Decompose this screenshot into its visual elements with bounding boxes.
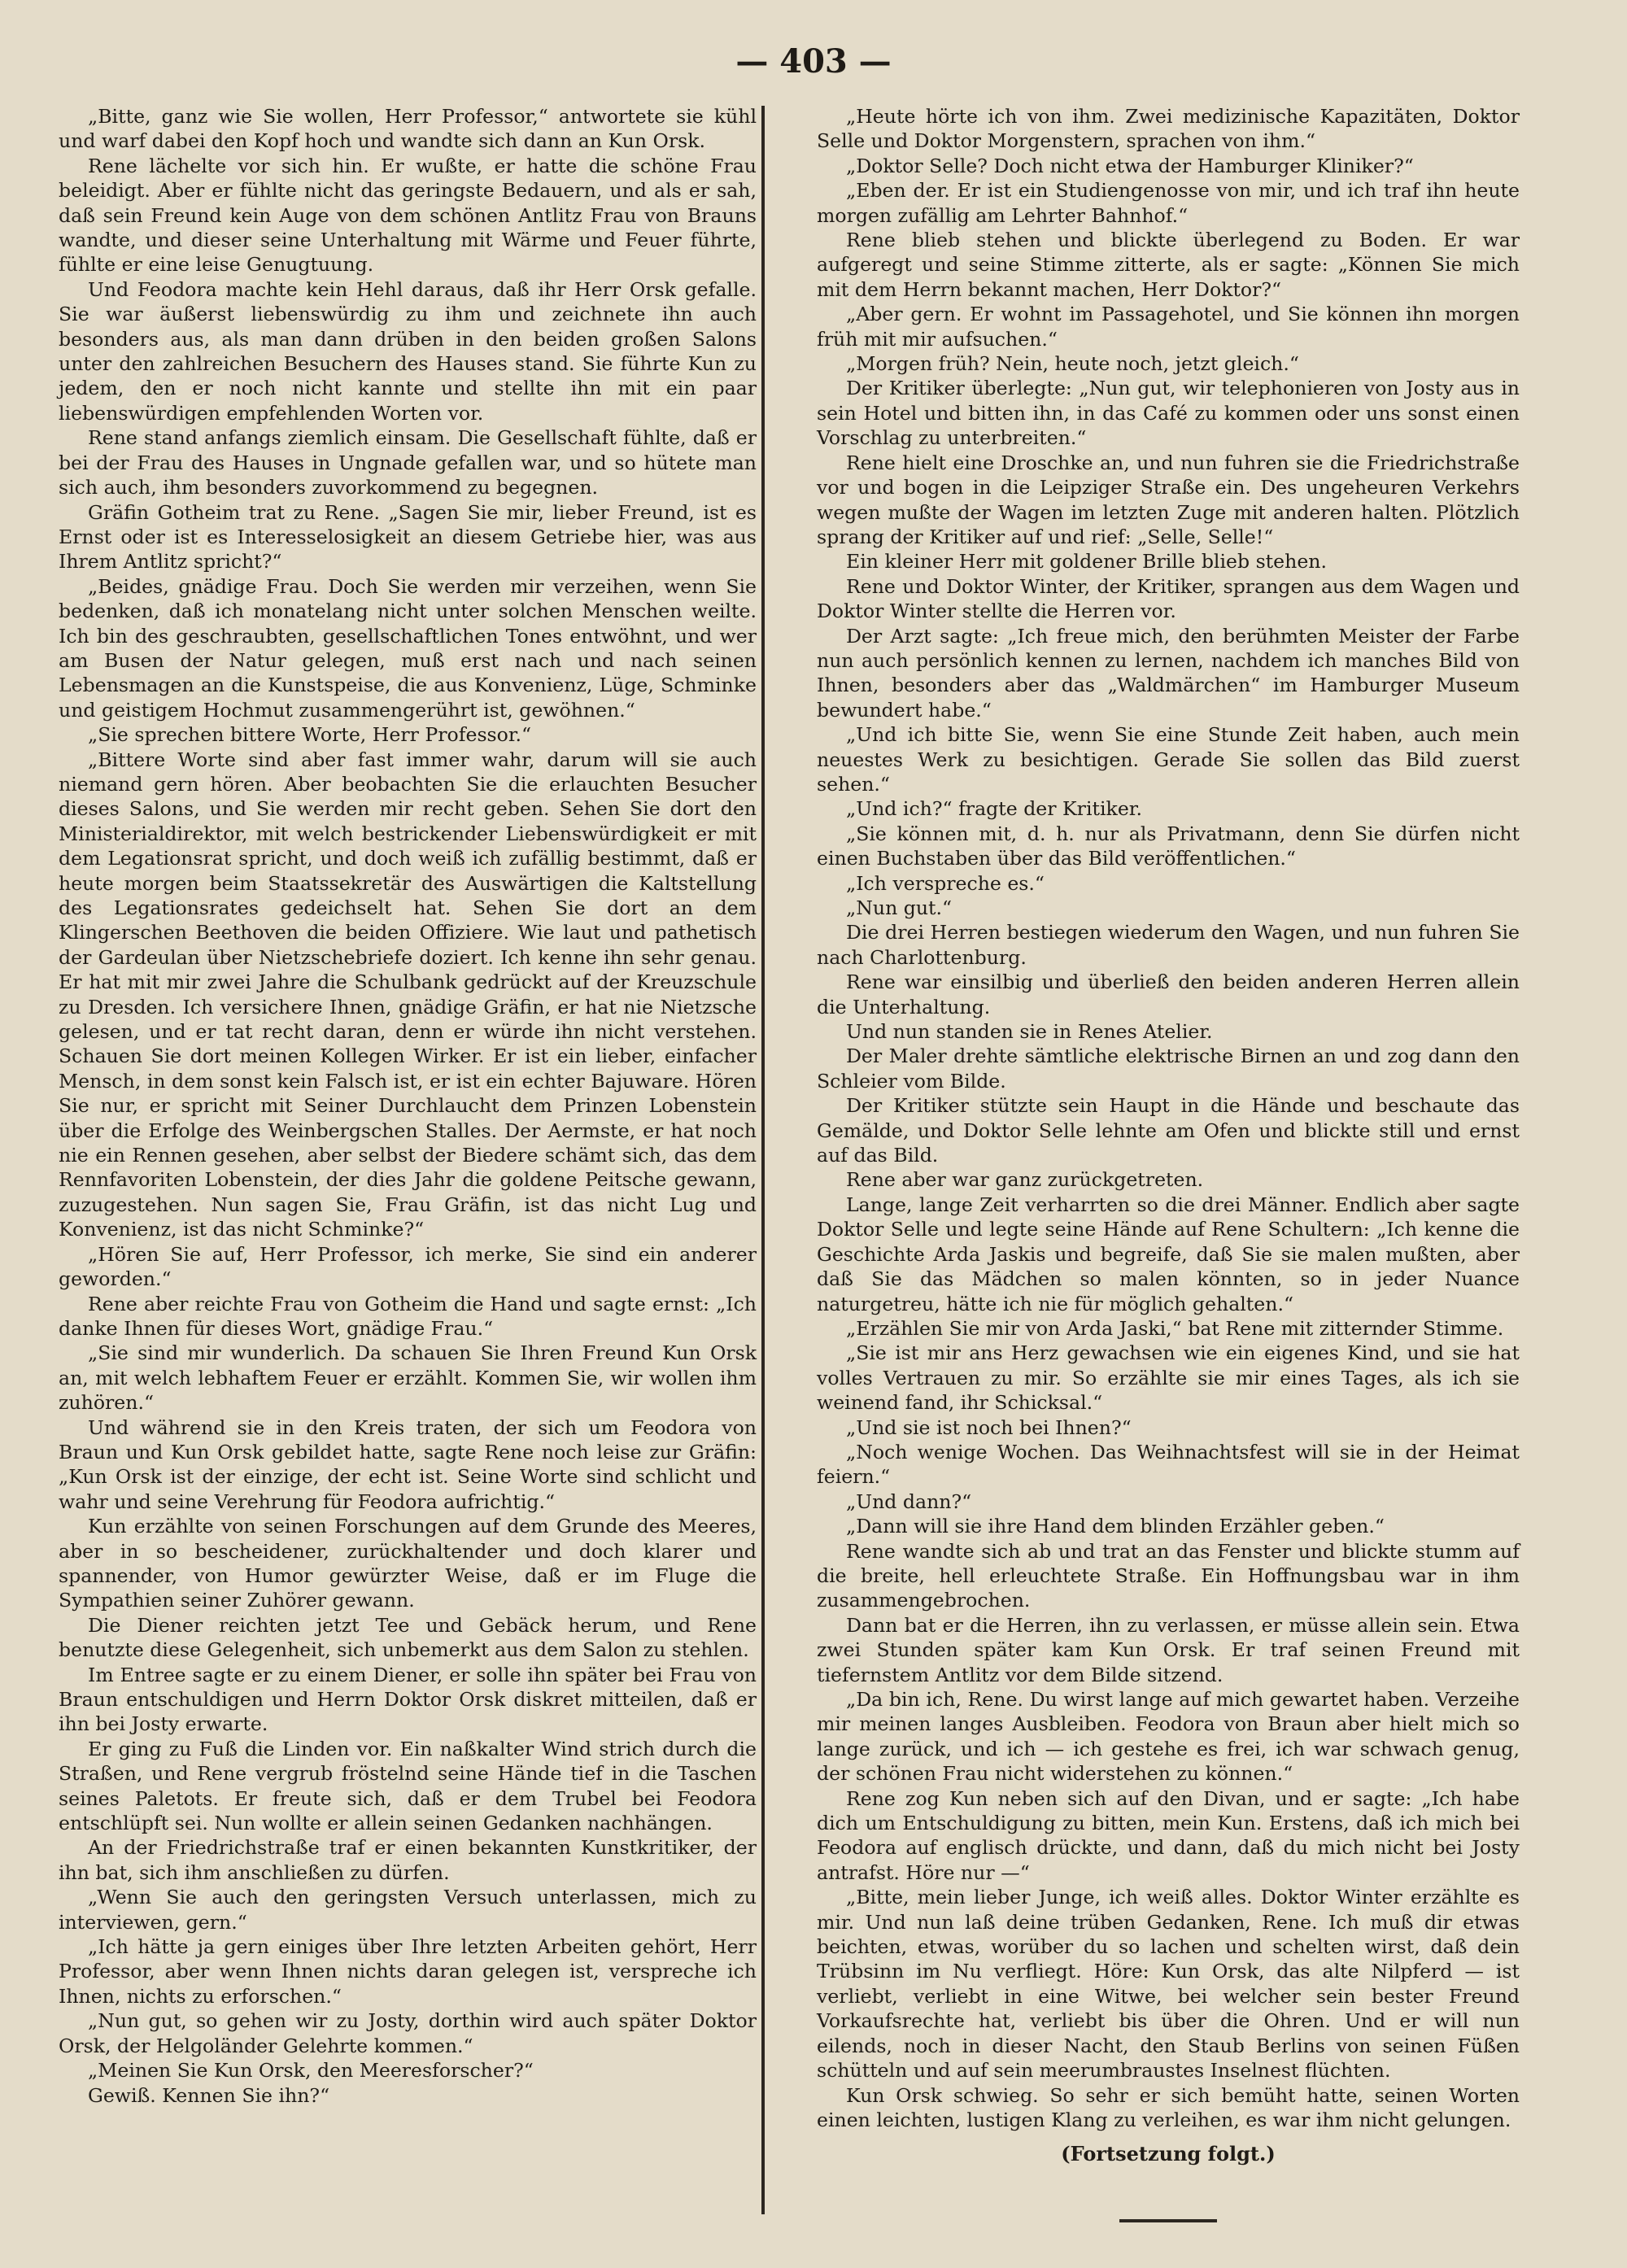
page-number: — 403 —	[735, 42, 892, 81]
paragraph: „Bitte, ganz wie Sie wollen, Herr Professor,“ antwortete sie kühl und warf dabei den Kopf hoch und wandte sich dann an Kun Orsk.	[59, 105, 757, 153]
paragraph: Kun erzählte von seinen Forschungen auf dem Grunde des Meeres, aber in so bescheidener, zurückhaltender und doch klarer und spannender, von Humor gewürzter Weise, daß er im Fluge die Sympathien seiner Zuhörer gewann.	[59, 1515, 757, 1612]
paragraph: Dann bat er die Herren, ihn zu verlassen, er müsse allein sein. Etwa zwei Stunden später kam Kun Orsk. Er traf seinen Freund mit tiefernstem Antlitz vor dem Bilde sitzend.	[817, 1613, 1520, 1686]
paragraph: „Sie sind mir wunderlich. Da schauen Sie Ihren Freund Kun Orsk an, mit welch lebhaftem Feuer er erzählt. Kommen Sie, wir wollen ihm zuhören.“	[59, 1341, 757, 1415]
paragraph: Und Feodora machte kein Hehl daraus, daß ihr Herr Orsk gefalle. Sie war äußerst liebenswürdig zu ihm und zeichnete ihn auch besonders aus, als man dann drüben in den beiden großen Salons unter den zahlreichen Besuchern des Hauses stand. Sie führte Kun zu jedem, den er noch nicht kannte und stellte ihn mit ein paar liebenswürdigen empfehlenden Worten vor.	[59, 277, 757, 425]
paragraph: Der Maler drehte sämtliche elektrische Birnen an und zog dann den Schleier vom Bilde.	[817, 1045, 1520, 1093]
paragraph: „Und ich bitte Sie, wenn Sie eine Stunde Zeit haben, auch mein neuestes Werk zu besichtigen. Gerade Sie sollen das Bild zuerst sehen.“	[817, 723, 1520, 796]
paragraph: Rene hielt eine Droschke an, und nun fuhren sie die Friedrichstraße vor und bogen in die Leipziger Straße ein. Des ungeheuren Verkehrs wegen mußte der Wagen im letzten Zuge mit anderen halten. Plötzlich sprang der Kritiker auf und rief: „Selle, Selle!“	[817, 451, 1520, 548]
paragraph: Rene zog Kun neben sich auf den Divan, und er sagte: „Ich habe dich um Entschuldigung zu bitten, mein Kun. Erstens, daß ich mich bei Feodora auf englisch drückte, und dann, daß du mich nicht bei Josty antrafst. Höre nur —“	[817, 1786, 1520, 1884]
right-column	[817, 104, 1520, 2222]
paragraph: „Dann will sie ihre Hand dem blinden Erzähler geben.“	[846, 1515, 1385, 1538]
paragraph: „Bittere Worte sind aber fast immer wahr, darum will sie auch niemand gern hören. Aber beobachten Sie die erlauchten Besucher dieses Salons, und Sie werden mir recht geben. Sehen Sie dort den Ministerialdirektor, mit welch bestrickender Liebenswürdigkeit er mit dem Legationsrat spricht, und doch weiß ich zufällig bestimmt, daß er heute morgen beim Staatssekretär des Auswärtigen die Kaltstellung des Legationsrates gedeichselt hat. Sehen Sie dort an dem Klingerschen Beethoven die beiden Offiziere. Wie laut und pathetisch der Gardeulan über Nietzschebriefe doziert. Ich kenne ihn sehr genau. Er hat mit mir zwei Jahre die Schulbank gedrückt auf der Kreuzschule zu Dresden. Ich versichere Ihnen, gnädige Gräfin, er hat nie Nietzsche gelesen, und er tat recht daran, denn er würde ihn nicht verstehen. Schauen Sie dort meinen Kollegen Wirker. Er ist ein lieber, einfacher Mensch, in dem sonst kein Falsch ist, er ist ein echter Bajuware. Hören Sie nur, er spricht mit Seiner Durchlaucht dem Prinzen Lobenstein über die Erfolge des Weinbergschen Stalles. Der Aermste, er hat noch nie ein Rennen gesehen, aber selbst der Biedere schämt sich, das dem Rennfavoriten Lobenstein, der dies Jahr die goldene Peitsche gewann, zuzugestehen. Nun sagen Sie, Frau Gräfin, ist das nicht Lug und Konvenienz, ist das nicht Schminke?“	[59, 748, 757, 1241]
paragraph: „Und ich?“ fragte der Kritiker.	[846, 797, 1142, 821]
paragraph: Rene aber war ganz zurückgetreten.	[846, 1168, 1204, 1192]
column-divider	[761, 106, 765, 2214]
paragraph: „Meinen Sie Kun Orsk, den Meeresforscher?“	[88, 2059, 534, 2083]
paragraph: Rene war einsilbig und überließ den beiden anderen Herren allein die Unterhaltung.	[817, 970, 1520, 1018]
paragraph: „Nun gut, so gehen wir zu Josty, dorthin wird auch später Doktor Orsk, der Helgoländer Gelehrte kommen.“	[59, 2009, 757, 2057]
paragraph: Der Kritiker stützte sein Haupt in die Hände und beschaute das Gemälde, und Doktor Selle lehnte am Ofen und blickte still und ernst auf das Bild.	[817, 1094, 1520, 1167]
paragraph: Die Diener reichten jetzt Tee und Gebäck herum, und Rene benutzte diese Gelegenheit, sich unbemerkt aus dem Salon zu stehlen.	[59, 1613, 757, 1662]
paragraph: Die drei Herren bestiegen wiederum den Wagen, und nun fuhren Sie nach Charlottenburg.	[817, 921, 1520, 969]
paragraph: „Beides, gnädige Frau. Doch Sie werden mir verzeihen, wenn Sie bedenken, daß ich monatelang nicht unter solchen Menschen weilte. Ich bin des geschraubten, gesellschaftlichen Tones entwöhnt, und wer am Busen der Natur gelegen, muß erst nach und nach seinen Lebensmagen an die Kunstspeise, die aus Konvenienz, Lüge, Schminke und geistigem Hochmut zusammengerührt ist, gewöhnen.“	[59, 574, 757, 722]
paragraph: Rene lächelte vor sich hin. Er wußte, er hatte die schöne Frau beleidigt. Aber er fühlte nicht das geringste Bedauern, und als er sah, daß sein Freund kein Auge von dem schönen Antlitz Frau von Brauns wandte, und dieser seine Unterhaltung mit Wärme und Feuer führte, fühlte er eine leise Genugtuung.	[59, 154, 757, 277]
paragraph: „Erzählen Sie mir von Arda Jaski,“ bat Rene mit zitternder Stimme.	[846, 1316, 1504, 1340]
paragraph: „Da bin ich, Rene. Du wirst lange auf mich gewartet haben. Verzeihe mir meinen langes Ausbleiben. Feodora von Braun aber hielt mich so lange zurück, und ich — ich gestehe es frei, ich war schwach genug, der schönen Frau nicht widerstehen zu können.“	[817, 1688, 1520, 1786]
paragraph: „Heute hörte ich von ihm. Zwei medizinische Kapazitäten, Doktor Selle und Doktor Morgenstern, sprachen von ihm.“	[817, 105, 1520, 153]
paragraph: Lange, lange Zeit verharrten so die drei Männer. Endlich aber sagte Doktor Selle und legte seine Hände auf Rene Schultern: „Ich kenne die Geschichte Arda Jaskis und begreife, daß Sie sie malen mußten, aber daß Sie das Mädchen so malen könnten, so in jeder Nuance naturgetreu, hätte ich nie für möglich gehalten.“	[817, 1193, 1520, 1315]
paragraph: „Eben der. Er ist ein Studiengenosse von mir, und ich traf ihn heute morgen zufällig am Lehrter Bahnhof.“	[817, 179, 1520, 227]
continuation-note: (Fortsetzung folgt.)	[1061, 2142, 1276, 2166]
paragraph: „Doktor Selle? Doch nicht etwa der Hamburger Kliniker?“	[846, 154, 1414, 177]
left-column	[59, 104, 757, 2108]
paragraph: „Ich verspreche es.“	[846, 871, 1045, 895]
paragraph: Und während sie in den Kreis traten, der sich um Feodora von Braun und Kun Orsk gebildet hatte, sagte Rene noch leise zur Gräfin: „Kun Orsk ist der einzige, der echt ist. Seine Worte sind schlicht und wahr und seine Verehrung für Feodora aufrichtig.“	[59, 1415, 757, 1513]
paragraph: „Sie ist mir ans Herz gewachsen wie ein eigenes Kind, und sie hat volles Vertrauen zu mir. So erzählte sie mir eines Tages, als ich sie weinend fand, ihr Schicksal.“	[817, 1341, 1520, 1415]
paragraph: An der Friedrichstraße traf er einen bekannten Kunstkritiker, der ihn bat, sich ihm anschließen zu dürfen.	[59, 1836, 757, 1884]
paragraph: Und nun standen sie in Renes Atelier.	[846, 1020, 1213, 1044]
paragraph: „Und dann?“	[846, 1489, 972, 1513]
paragraph: Der Arzt sagte: „Ich freue mich, den berühmten Meister der Farbe nun auch persönlich kennen zu lernen, nachdem ich manches Bild von Ihnen, besonders aber das „Waldmärchen“ im Hamburger Museum bewundert habe.“	[817, 624, 1520, 722]
paragraph: Im Entree sagte er zu einem Diener, er solle ihn später bei Frau von Braun entschuldigen und Herrn Doktor Orsk diskret mitteilen, daß er ihn bei Josty erwarte.	[59, 1663, 757, 1736]
paragraph: Gräfin Gotheim trat zu Rene. „Sagen Sie mir, lieber Freund, ist es Ernst oder ist es Interesselosigkeit an diesem Getriebe hier, was aus Ihrem Antlitz spricht?“	[59, 500, 757, 574]
paragraph: Der Kritiker überlegte: „Nun gut, wir telephonieren von Josty aus in sein Hotel und bitten ihn, in das Café zu kommen oder uns sonst einen Vorschlag zu unterbreiten.“	[817, 377, 1520, 450]
paragraph: „Sie können mit, d. h. nur als Privatmann, denn Sie dürfen nicht einen Buchstaben über das Bild veröffentlichen.“	[817, 822, 1520, 870]
paragraph: Rene und Doktor Winter, der Kritiker, sprangen aus dem Wagen und Doktor Winter stellte die Herren vor.	[817, 574, 1520, 623]
paragraph: „Und sie ist noch bei Ihnen?“	[846, 1415, 1132, 1439]
paragraph: „Aber gern. Er wohnt im Passagehotel, und Sie können ihn morgen früh mit mir aufsuchen.“	[817, 303, 1520, 351]
paragraph: „Ich hätte ja gern einiges über Ihre letzten Arbeiten gehört, Herr Professor, aber wenn Ihnen nichts daran gelegen ist, verspreche ich Ihnen, nichts zu erforschen.“	[59, 1935, 757, 2008]
paragraph: Rene blieb stehen und blickte überlegend zu Boden. Er war aufgeregt und seine Stimme zitterte, als er sagte: „Können Sie mich mit dem Herrn bekannt machen, Herr Doktor?“	[817, 229, 1520, 301]
paragraph: Rene stand anfangs ziemlich einsam. Die Gesellschaft fühlte, daß er bei der Frau des Hauses in Ungnade gefallen war, und so hütete man sich auch, ihm besonders zuvorkommend zu begegnen.	[59, 426, 757, 499]
paragraph: „Bitte, mein lieber Junge, ich weiß alles. Doktor Winter erzählte es mir. Und nun laß deine trüben Gedanken, Rene. Ich muß dir etwas beichten, etwas, worüber du so lachen und schelten wirst, daß dein Trübsinn im Nu verfliegt. Höre: Kun Orsk, das alte Nilpferd — ist verliebt, verliebt in eine Witwe, bei welcher sein bester Freund Vorkaufsrechte hat, verliebt bis über die Ohren. Und er will nun eilends, noch in dieser Nacht, den Staub Berlins von seinen Füßen schütteln und auf sein meerumbraustes Inselnest flüchten.	[817, 1886, 1520, 2083]
paragraph: Gewiß. Kennen Sie ihn?“	[88, 2083, 330, 2107]
paragraph: „Hören Sie auf, Herr Professor, ich merke, Sie sind ein anderer geworden.“	[59, 1242, 757, 1291]
paragraph: „Sie sprechen bittere Worte, Herr Professor.“	[88, 723, 532, 747]
end-rule	[1119, 2219, 1217, 2222]
paragraph: „Noch wenige Wochen. Das Weihnachtsfest will sie in der Heimat feiern.“	[817, 1440, 1520, 1489]
paragraph: Kun Orsk schwieg. So sehr er sich bemüht hatte, seinen Worten einen leichten, lustigen Klang zu verleihen, es war ihm nicht gelungen.	[817, 2083, 1520, 2131]
paragraph: „Wenn Sie auch den geringsten Versuch unterlassen, mich zu interviewen, gern.“	[59, 1886, 757, 1934]
paragraph: Ein kleiner Herr mit goldener Brille blieb stehen.	[846, 550, 1327, 574]
paragraph: Rene aber reichte Frau von Gotheim die Hand und sagte ernst: „Ich danke Ihnen für dieses Wort, gnädige Frau.“	[59, 1292, 757, 1340]
paragraph: „Morgen früh? Nein, heute noch, jetzt gleich.“	[846, 352, 1299, 376]
paragraph: „Nun gut.“	[846, 896, 953, 919]
paragraph: Er ging zu Fuß die Linden vor. Ein naßkalter Wind strich durch die Straßen, und Rene vergrub fröstelnd seine Hände tief in die Taschen seines Paletots. Er freute sich, daß er dem Trubel bei Feodora entschlüpft sei. Nun wollte er allein seinen Gedanken nachhängen.	[59, 1737, 757, 1835]
paragraph: Rene wandte sich ab und trat an das Fenster und blickte stumm auf die breite, hell erleuchtete Straße. Ein Hoffnungsbau war in ihm zusammengebrochen.	[817, 1539, 1520, 1612]
